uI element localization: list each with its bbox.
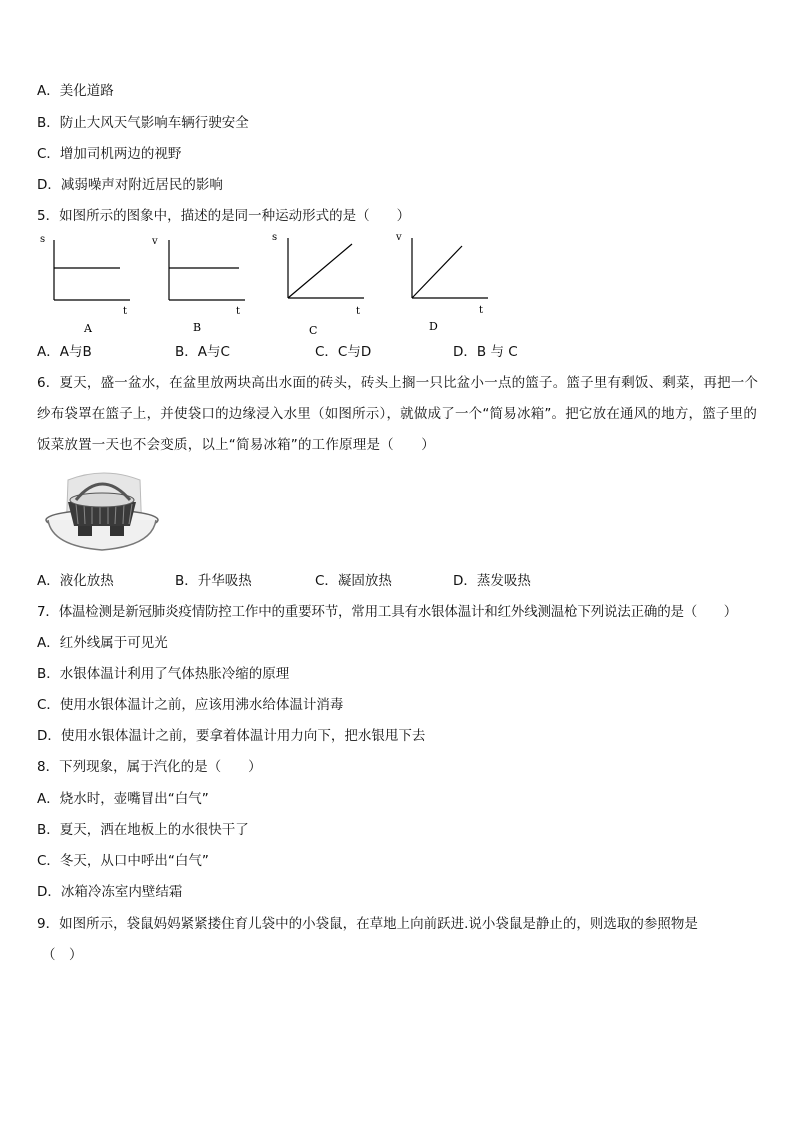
graph-d-y-label: v [396,232,402,243]
q5-graphs [30,228,500,340]
q6-options [37,572,737,590]
q7-option-a: A．红外线属于可见光 [37,635,168,651]
graph-d [395,232,488,333]
graph-a-x-label: t [123,306,128,317]
q9-stem: 9．如图所示，袋鼠妈妈紧紧搂住育儿袋中的小袋鼠，在草地上向前跃进.说小袋鼠是静止的，则选取的参照物是 [37,916,698,932]
q8-option-c: C．冬天，从口中呼出“白气” [37,853,209,869]
simple-fridge-figure [44,466,164,558]
graph-c-line [288,244,352,298]
q5-option-c: C．C与D [315,344,372,360]
graph-c-y-label: s [272,232,278,243]
q4-option-d: D．减弱噪声对附近居民的影响 [37,177,223,193]
q6-stem: 6．夏天，盛一盆水，在盆里放两块高出水面的砖头，砖头上搁一只比盆小一点的篮子。篮子里有剩饭、剩菜，再把一个纱布袋罩在篮子上，并使袋口的边缘浸入水里（如图所示），就做成了一个“简易冰箱”。把它放在通风的地方，篮子里的饭菜放置一天也不会变质，以上“简易冰箱”的工作原理是（ ） [37,375,759,453]
q8-option-d: D．冰箱冷冻室内壁结霜 [37,884,183,900]
q6-option-c: C．凝固放热 [315,573,392,589]
graph-b-y-label: v [152,236,158,247]
q5-option-d: D．B 与 C [453,344,518,360]
q9-answer-blank: （ ） [42,947,83,963]
q4-option-a: A．美化道路 [37,83,114,99]
q4-option-b: B．防止大风天气影响车辆行驶安全 [37,115,249,131]
q6-option-d: D．蒸发吸热 [453,573,531,589]
q7-option-c: C．使用水银体温计之前，应该用沸水给体温计消毒 [37,697,344,713]
graph-c-x-label: t [356,306,361,317]
graph-a-y-label: s [40,234,46,245]
q5-options [37,343,737,361]
graph-d-caption: D [429,320,438,333]
graph-a-caption: A [84,322,92,335]
q6-option-a: A．液化放热 [37,573,114,589]
q8-stem: 8．下列现象，属于汽化的是（ ） [37,759,262,775]
graph-c-caption: C [309,324,318,337]
q5-option-a: A．A与B [37,344,92,360]
graph-a [40,234,130,335]
q7-stem: 7．体温检测是新冠肺炎疫情防控工作中的重要环节，常用工具有水银体温计和红外线测温枪下列说法正确的是（ ） [37,604,737,620]
q5-option-b: B．A与C [175,344,230,360]
q8-option-b: B．夏天，洒在地板上的水很快干了 [37,822,249,838]
graph-b-x-label: t [236,306,241,317]
q6-option-b: B．升华吸热 [175,573,252,589]
q8-option-a: A．烧水时，壶嘴冒出“白气” [37,791,209,807]
graph-c [272,232,364,337]
graph-d-line [412,246,462,298]
graph-d-x-label: t [479,305,484,316]
q7-option-b: B．水银体温计利用了气体热胀冷缩的原理 [37,666,290,682]
graph-b-caption: B [193,321,202,334]
q7-option-d: D．使用水银体温计之前，要拿着体温计用力向下，把水银甩下去 [37,728,426,744]
graph-b [151,236,245,334]
q4-option-c: C．增加司机两边的视野 [37,146,182,162]
q5-stem: 5．如图所示的图象中，描述的是同一种运动形式的是（ ） [37,208,411,224]
